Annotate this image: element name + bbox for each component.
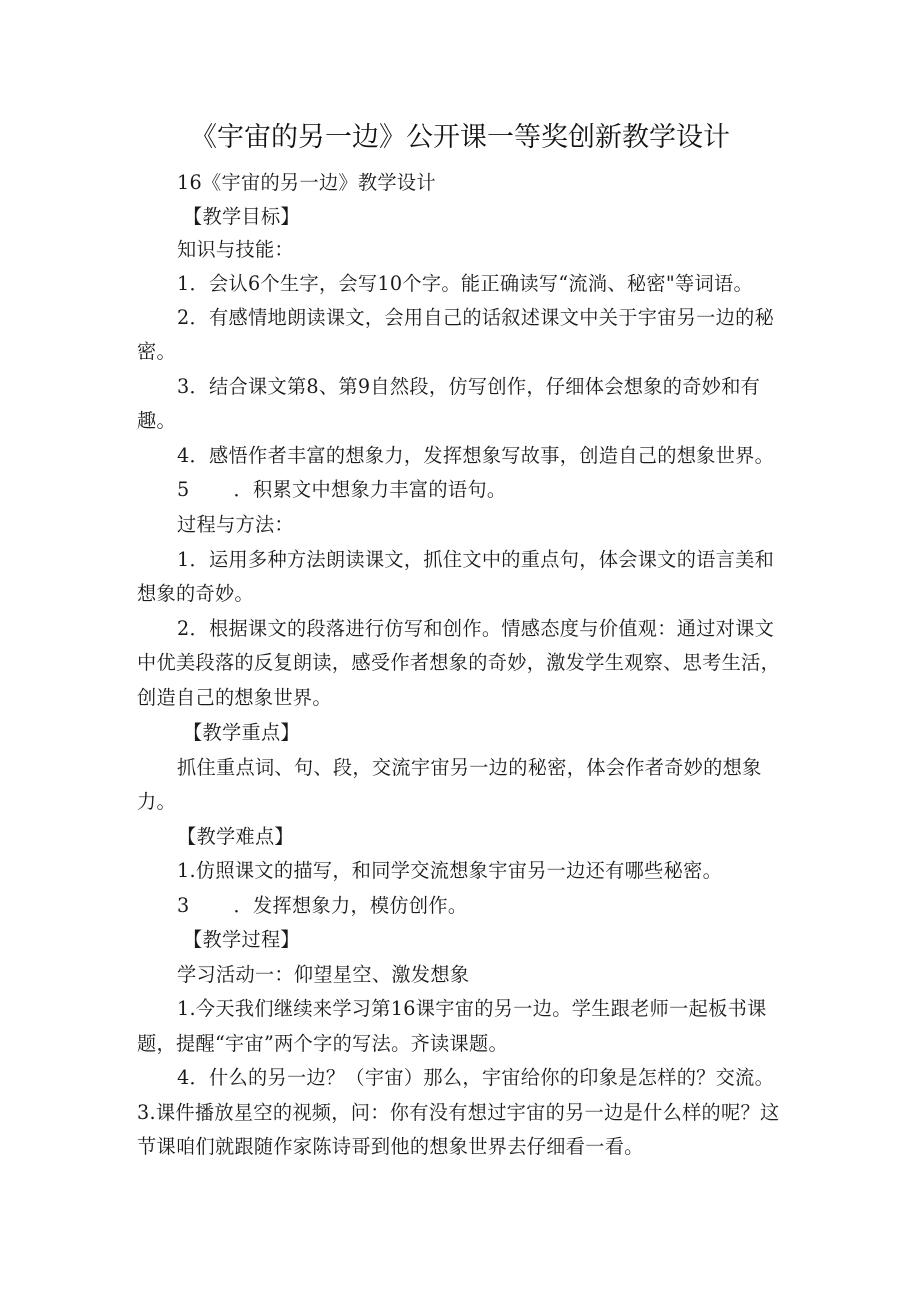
paragraph-line: 1.今天我们继续来学习第16课宇宙的另一边。学生跟老师一起板书课 — [177, 997, 767, 1020]
paragraph-line — [177, 892, 467, 920]
paragraph-line: 3.课件播放星空的视频，问：你有没有想过宇宙的另一边是什么样的呢？这 — [137, 1101, 780, 1124]
document-title: 《宇宙的另一边》公开课一等奖创新教学设计 — [190, 122, 730, 153]
paragraph-line: 2．有感情地朗读课文，会用自己的话叙述课文中关于宇宙另一边的秘 — [177, 306, 775, 329]
paragraph-line — [177, 476, 506, 504]
paragraph-line: 节课咱们就跟随作家陈诗哥到他的想象世界去仔细看一看。 — [137, 1135, 644, 1158]
activity-heading: 学习活动一：仰望星空、激发想象 — [177, 963, 470, 986]
subheader-process: 过程与方法： — [177, 513, 294, 536]
paragraph-line: 趣。 — [137, 409, 176, 432]
paragraph-line: 力。 — [137, 790, 176, 813]
paragraph-line: 抓住重点词、句、段，交流宇宙另一边的秘密，体会作者奇妙的想象 — [177, 756, 762, 779]
subheader-knowledge: 知识与技能： — [177, 238, 294, 261]
section-header-process: 【教学过程】 — [183, 928, 300, 951]
paragraph-line: 4．感悟作者丰富的想象力，发挥想象写故事，创造自己的想象世界。 — [177, 444, 775, 467]
paragraph-line: 中优美段落的反复朗读，感受作者想象的奇妙，激发学生观察、思考生活， — [137, 651, 781, 674]
paragraph-line: 密。 — [137, 340, 176, 363]
list-text: ．发挥想象力，模仿创作。 — [233, 894, 468, 917]
paragraph-line: 想象的奇妙。 — [137, 582, 254, 605]
paragraph-line: 1．会认6个生字，会写10个字。能正确读写“流淌、秘密"等词语。 — [177, 272, 753, 295]
paragraph-line: 3．结合课文第8、第9自然段，仿写创作，仔细体会想象的奇妙和有 — [177, 375, 761, 398]
paragraph-line: 4．什么的另一边？（宇宙）那么，宇宙给你的印象是怎样的？交流。 — [177, 1066, 775, 1089]
document-subtitle: 16《宇宙的另一边》教学设计 — [177, 171, 436, 194]
paragraph-line: 题，提醒“宇宙”两个字的写法。齐读课题。 — [137, 1032, 508, 1055]
paragraph-line: 创造自己的想象世界。 — [137, 686, 332, 709]
paragraph-line: 2．根据课文的段落进行仿写和创作。情感态度与价值观：通过对课文 — [177, 617, 775, 640]
section-header-key: 【教学重点】 — [183, 721, 300, 744]
list-number: 3 — [177, 894, 190, 917]
paragraph-line: 1.仿照课文的描写，和同学交流想象宇宙另一边还有哪些秘密。 — [177, 859, 723, 882]
section-header-goals: 【教学目标】 — [183, 205, 300, 228]
list-number: 5 — [177, 478, 190, 501]
paragraph-line: 1．运用多种方法朗读课文，抓住文中的重点句，体会课文的语言美和 — [177, 548, 775, 571]
list-text: ．积累文中想象力丰富的语句。 — [233, 478, 507, 501]
section-header-difficulty: 【教学难点】 — [177, 825, 294, 848]
